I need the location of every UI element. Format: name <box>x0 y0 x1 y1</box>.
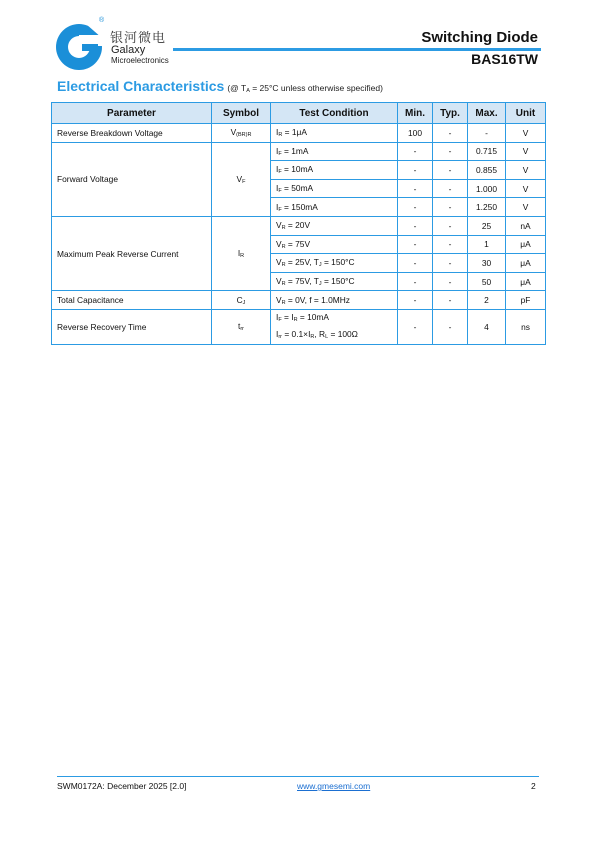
unit-cell: V <box>506 198 546 217</box>
condition-cell: $V_R = 75V$, $T_J = 150^\circ C$ <box>271 272 398 291</box>
unit-cell: V <box>506 161 546 180</box>
typ-cell: - <box>433 272 468 291</box>
footer-website-link[interactable]: www.gmesemi.com <box>297 781 371 791</box>
condition-cell: $I_F = 150mA$ <box>271 198 398 217</box>
condition-cell <box>271 309 398 344</box>
max-cell: 1.000 <box>468 179 506 198</box>
typ-cell: - <box>433 254 468 273</box>
typ-cell: - <box>433 179 468 198</box>
company-name-chinese: 银河微电 <box>110 31 167 46</box>
min-cell: - <box>398 142 433 161</box>
typ-cell: - <box>433 124 468 143</box>
registered-mark: ® <box>99 17 105 24</box>
condition-cell: $V_R = 0V$, f = 1.0MHz <box>271 291 398 310</box>
max-cell: 2 <box>468 291 506 310</box>
typ-cell: - <box>433 309 468 344</box>
table-row <box>52 124 546 143</box>
unit-cell: μA <box>506 235 546 254</box>
symbol-cell: $I_R$ <box>212 216 271 290</box>
param-cell: Reverse Breakdown Voltage <box>52 124 212 143</box>
min-cell: 100 <box>398 124 433 143</box>
typ-cell: - <box>433 161 468 180</box>
max-cell: 0.855 <box>468 161 506 180</box>
unit-cell: V <box>506 124 546 143</box>
max-cell: 1.250 <box>468 198 506 217</box>
condition-line-2: $I_{rr} = 0.1\times I_R$, $R_L = 100\Omega$ <box>276 328 358 340</box>
doc-title: Switching Diode <box>421 29 538 46</box>
condition-cell: $V_R = 75V$ <box>271 235 398 254</box>
min-cell: - <box>398 254 433 273</box>
page-header <box>0 0 595 80</box>
symbol-cell: $V_{(BR)R}$ <box>212 124 271 143</box>
symbol-cell: $t_{rr}$ <box>212 309 271 344</box>
galaxy-logo-icon <box>56 22 106 72</box>
unit-cell: μA <box>506 254 546 273</box>
unit-cell: ns <box>506 309 546 344</box>
condition-cell: $V_R = 20V$ <box>271 216 398 235</box>
typ-cell: - <box>433 235 468 254</box>
condition-cell: $I_R = 1\mu A$ <box>271 124 398 143</box>
col-header-unit: Unit <box>506 103 546 124</box>
unit-cell: V <box>506 179 546 198</box>
typ-cell: - <box>433 291 468 310</box>
param-cell: Total Capacitance <box>52 291 212 310</box>
min-cell: - <box>398 198 433 217</box>
min-cell: - <box>398 291 433 310</box>
symbol-cell: $V_F$ <box>212 142 271 216</box>
typ-cell: - <box>433 198 468 217</box>
min-cell: - <box>398 179 433 198</box>
typ-cell: - <box>433 142 468 161</box>
unit-cell: nA <box>506 216 546 235</box>
symbol-cell: $C_J$ <box>212 291 271 310</box>
table-row <box>52 216 546 235</box>
param-cell: Forward Voltage <box>52 142 212 216</box>
unit-cell: pF <box>506 291 546 310</box>
col-header-symbol: Symbol <box>212 103 271 124</box>
min-cell: - <box>398 216 433 235</box>
table-header-row <box>52 103 546 124</box>
condition-cell: $V_R = 25V$, $T_J = 150^\circ C$ <box>271 254 398 273</box>
min-cell: - <box>398 272 433 291</box>
max-cell: 50 <box>468 272 506 291</box>
max-cell: 30 <box>468 254 506 273</box>
brand-name: Galaxy <box>111 44 146 56</box>
col-header-max: Max. <box>468 103 506 124</box>
part-number: BAS16TW <box>471 51 538 67</box>
max-cell: 1 <box>468 235 506 254</box>
table-row <box>52 142 546 161</box>
footer-page-number: 2 <box>531 781 536 791</box>
condition-cell: $I_F = 10mA$ <box>271 161 398 180</box>
col-header-parameter: Parameter <box>52 103 212 124</box>
section-heading <box>57 78 547 96</box>
min-cell: - <box>398 235 433 254</box>
footer-doc-code: SWM0172A: December 2025 [2.0] <box>57 781 187 791</box>
max-cell: 4 <box>468 309 506 344</box>
footer-rule <box>57 776 539 777</box>
electrical-characteristics-table <box>51 102 546 345</box>
typ-cell: - <box>433 216 468 235</box>
param-cell: Maximum Peak Reverse Current <box>52 216 212 290</box>
unit-cell: μA <box>506 272 546 291</box>
max-cell: - <box>468 124 506 143</box>
condition-cell: $I_F = 1mA$ <box>271 142 398 161</box>
col-header-test-condition: Test Condition <box>271 103 398 124</box>
table-row <box>52 309 546 344</box>
max-cell: 25 <box>468 216 506 235</box>
section-title: Electrical Characteristics <box>57 78 225 94</box>
unit-cell: V <box>506 142 546 161</box>
condition-line-1: $I_F = I_R = 10mA$ <box>276 311 329 323</box>
brand-subname: Microelectronics <box>111 56 169 65</box>
min-cell: - <box>398 309 433 344</box>
condition-cell: $I_F = 50mA$ <box>271 179 398 198</box>
min-cell: - <box>398 161 433 180</box>
param-cell: Reverse Recovery Time <box>52 309 212 344</box>
col-header-min: Min. <box>398 103 433 124</box>
col-header-typ: Typ. <box>433 103 468 124</box>
section-note: (@ $T_A = 25^\circ C$ unless otherwise specified) <box>227 83 383 94</box>
max-cell: 0.715 <box>468 142 506 161</box>
table-row <box>52 291 546 310</box>
